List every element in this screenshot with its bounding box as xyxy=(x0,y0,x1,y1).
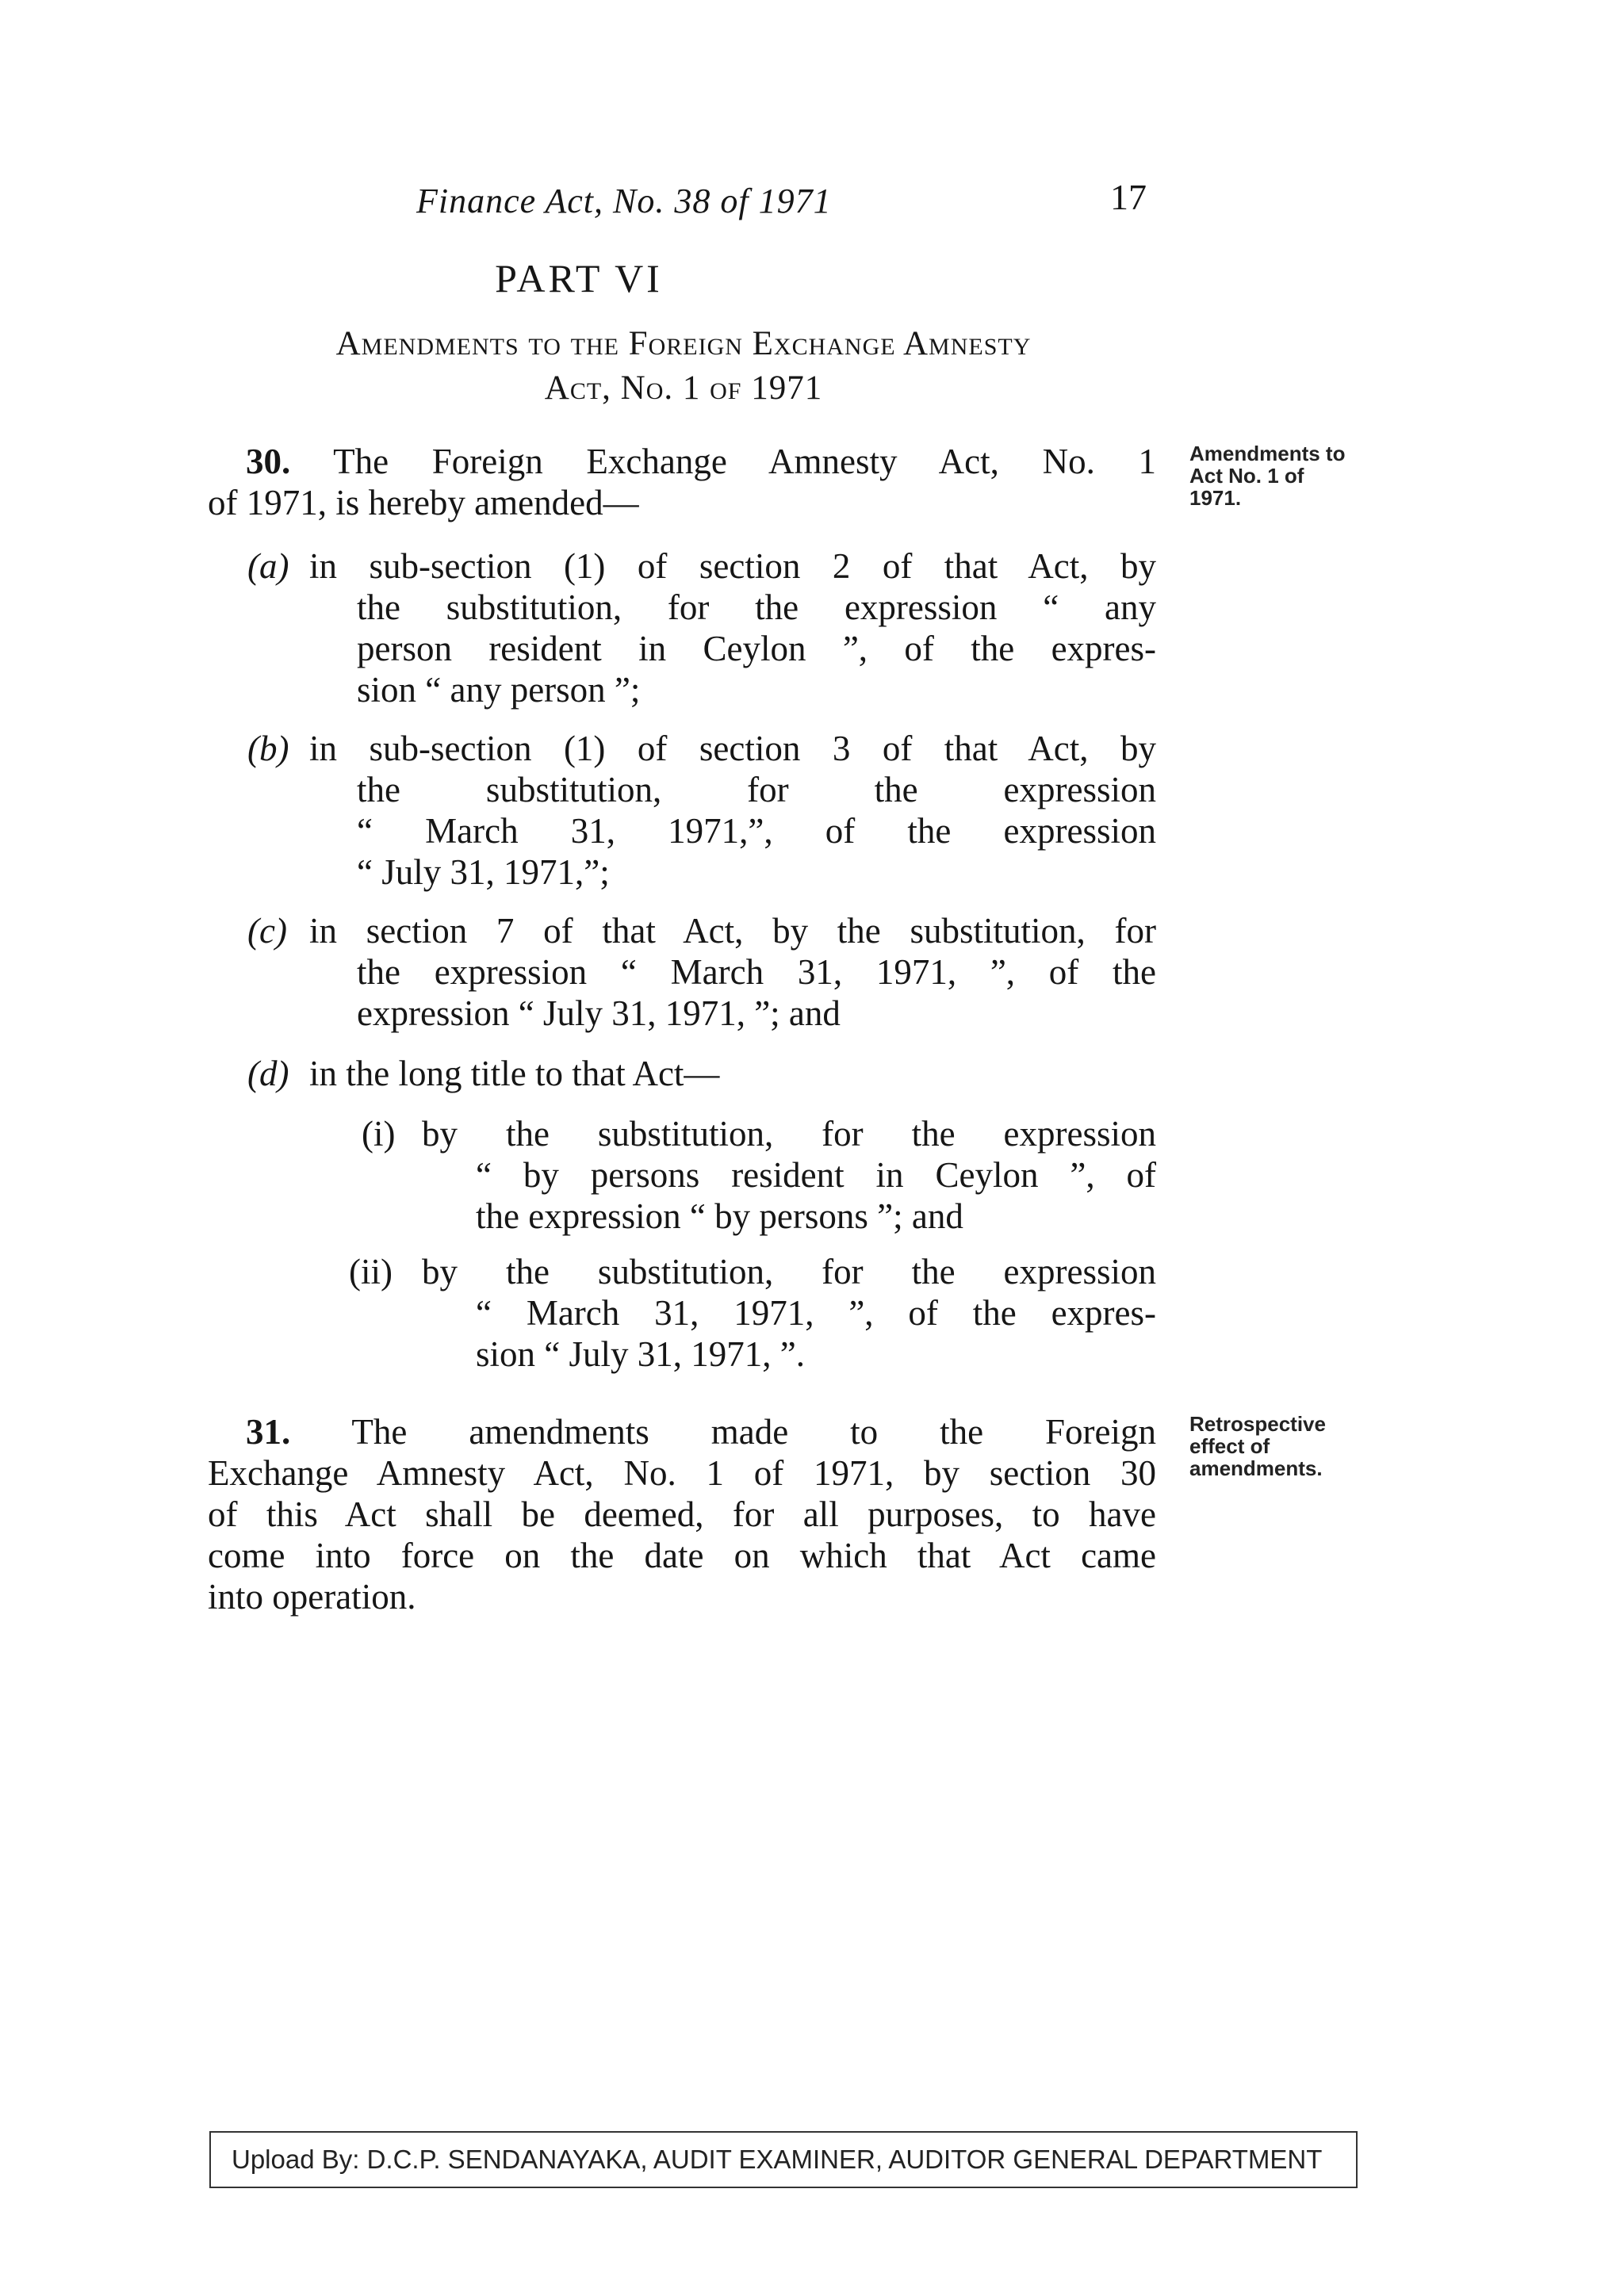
part-heading xyxy=(208,322,1159,411)
clause-b: (b) in sub-section (1) of section 3 of that Act, by the substitution, for the expression “ March 31, 1971,”, of the expression “ July 31, 1971,”; xyxy=(247,729,1156,892)
subclause-ii-label: (ii) xyxy=(349,1252,393,1292)
clause-d: (d) in the long title to that Act— xyxy=(247,1054,720,1093)
section-30-marginal-note: Amendments to Act No. 1 of 1971. xyxy=(1189,442,1346,510)
part-heading-line-1: Amendments to the Foreign Exchange Amnesty xyxy=(335,325,1032,362)
section-30-intro-line-2: of 1971, is hereby amended— xyxy=(208,483,639,522)
section-30 xyxy=(208,441,1156,523)
section-30-intro-line-1: 30. The Foreign Exchange Amnesty Act, No. 1 xyxy=(246,442,1156,481)
clause-a: (a) in sub-section (1) of section 2 of that Act, by the substitution, for the expression “ any person resident in Ceylon ”, of the expres- sion “ any person ”; xyxy=(247,546,1156,710)
section-30-number: 30. xyxy=(246,442,291,481)
clause-c-label: (c) xyxy=(247,911,287,951)
subclause-ii: (ii) by the substitution, for the expression “ March 31, 1971, ”, of the expres- sion “ July 31, 1971, ”. xyxy=(349,1252,1156,1374)
upload-note-text: Upload By: D.C.P. SENDANAYAKA, AUDIT EXAMINER, AUDITOR GENERAL DEPARTMENT xyxy=(232,2145,1323,2174)
clause-d-label: (d) xyxy=(247,1054,289,1093)
part-heading-line-2: Act, No. 1 of 1971 xyxy=(544,369,823,407)
page-number: 17 xyxy=(1110,177,1147,217)
clause-b-label: (b) xyxy=(247,729,289,768)
clause-a-label: (a) xyxy=(247,546,289,586)
section-31: 31. The amendments made to the Foreign Exchange Amnesty Act, No. 1 of 1971, by section 30 of this Act shall be deemed, for all purposes, to have come into force on the date on which that Act came into operation. xyxy=(208,1412,1156,1617)
section-31-marginal-note: Retrospective effect of amendments. xyxy=(1189,1412,1326,1480)
clause-c: (c) in section 7 of that Act, by the substitution, for the expression “ March 31, 1971, ”, of the expression “ July 31, 1971, ”; and xyxy=(247,911,1156,1033)
subclause-i-label: (i) xyxy=(362,1114,396,1154)
part-title: PART VI xyxy=(495,256,663,300)
subclause-i: (i) by the substitution, for the expression “ by persons resident in Ceylon ”, of the expression “ by persons ”; and xyxy=(362,1114,1156,1236)
upload-note-box xyxy=(209,2131,1358,2188)
section-31-number: 31. xyxy=(246,1412,291,1452)
section-31-line-1: 31. The amendments made to the Foreign xyxy=(246,1412,1156,1452)
running-title: Finance Act, No. 38 of 1971 xyxy=(416,182,832,220)
